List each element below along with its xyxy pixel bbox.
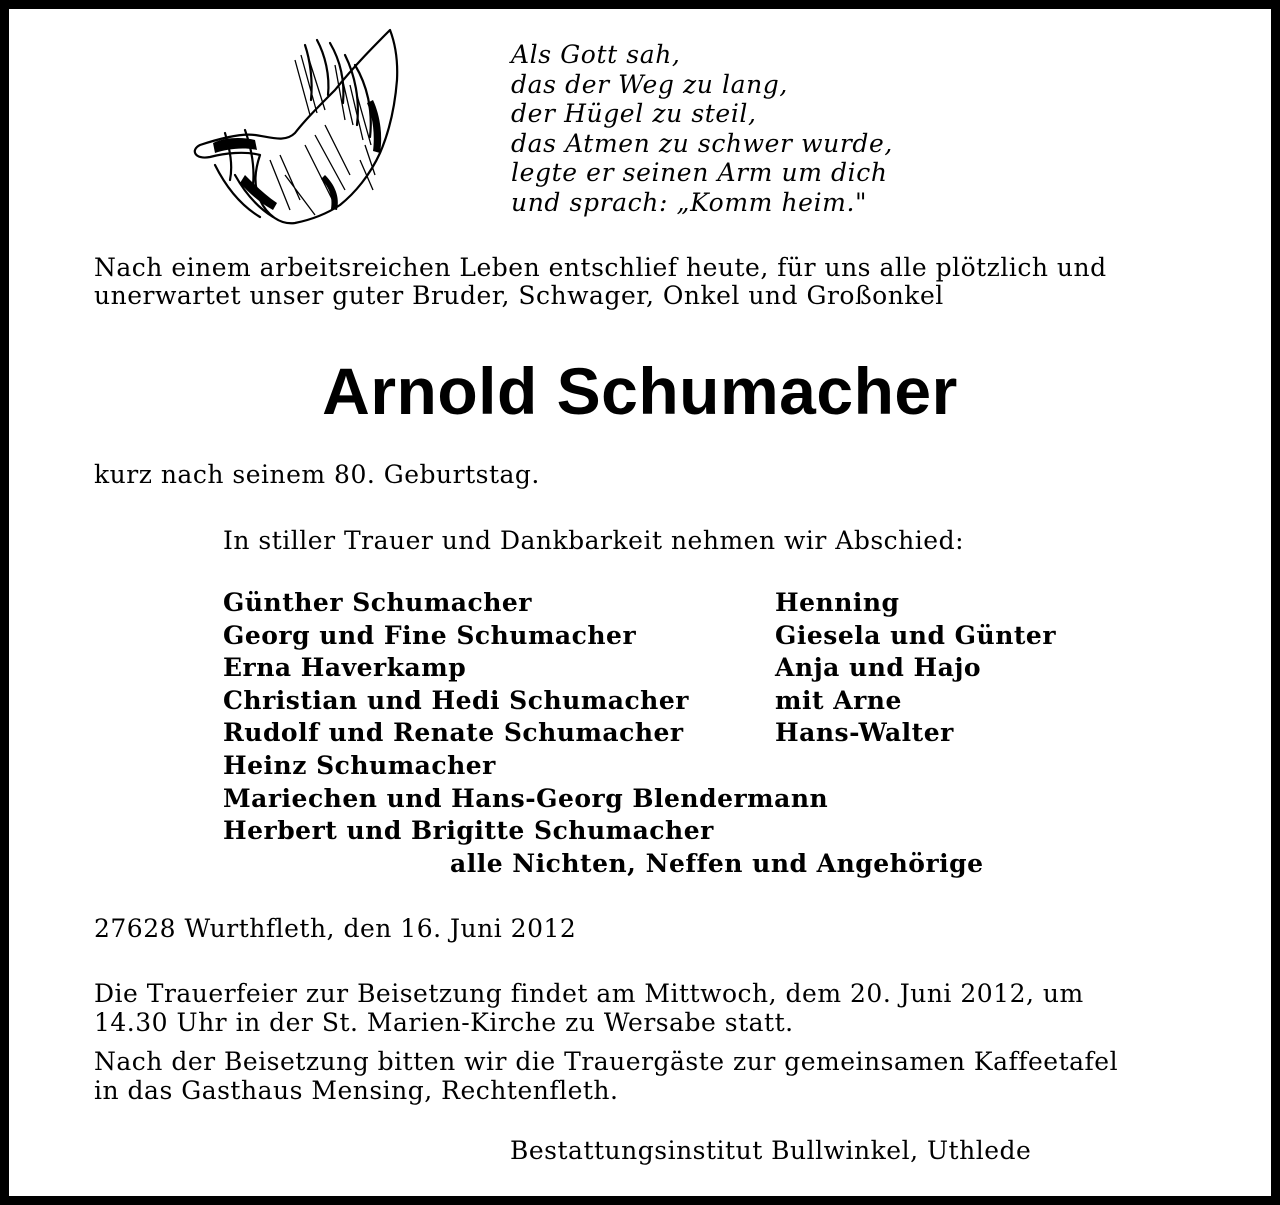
place-date: 27628 Wurthfleth, den 16. Juni 2012 xyxy=(94,914,577,943)
poem-line: und sprach: „Komm heim." xyxy=(511,187,868,217)
relatives-text: alle Nichten, Neffen und Angehörige xyxy=(450,849,984,878)
mourner-name: Erna Haverkamp xyxy=(223,653,467,683)
poem-line: legte er seinen Arm um dich xyxy=(511,158,888,187)
mourners-right-column xyxy=(775,587,1056,750)
praying-hands-icon xyxy=(185,25,400,230)
mourner-name: Henning xyxy=(775,588,900,617)
mourner-name: Heinz Schumacher xyxy=(223,750,496,780)
mourner-name: Herbert und Brigitte Schumacher xyxy=(223,816,714,846)
poem-line: das der Weg zu lang, xyxy=(511,69,788,99)
undertaker: Bestattungsinstitut Bullwinkel, Uthlede xyxy=(510,1136,1032,1165)
poem-line: das Atmen zu schwer wurde, xyxy=(511,128,893,158)
mourner-name: Rudolf und Renate Schumacher xyxy=(223,718,684,748)
poem-line: der Hügel zu steil, xyxy=(511,99,757,128)
intro-line-2: unerwartet unser guter Bruder, Schwager, Onkel und Großonkel xyxy=(94,281,944,310)
age-text: kurz nach seinem 80. Geburtstag. xyxy=(94,460,540,489)
coffee-line-1: Nach der Beisetzung bitten wir die Trauergäste zur gemeinsamen Kaffeetafel xyxy=(94,1047,1119,1076)
poem-line: Als Gott sah, xyxy=(511,40,681,69)
mourner-name: Mariechen und Hans-Georg Blendermann xyxy=(223,783,829,813)
mourner-name: Anja und Hajo xyxy=(775,653,982,683)
mourner-name: Georg und Fine Schumacher xyxy=(223,620,637,650)
mourner-name: Günther Schumacher xyxy=(223,588,532,617)
service-info xyxy=(94,979,1084,1037)
service-line-2: 14.30 Uhr in der St. Marien-Kirche zu Wersabe statt. xyxy=(94,1008,794,1037)
service-line-1: Die Trauerfeier zur Beisetzung findet am Mittwoch, dem 20. Juni 2012, um xyxy=(94,979,1084,1008)
intro-line-1: Nach einem arbeitsreichen Leben entschlief heute, für uns alle plötzlich und xyxy=(94,253,1107,282)
mourner-name: Christian und Hedi Schumacher xyxy=(223,685,689,715)
coffee-line-2: in das Gasthaus Mensing, Rechtenfleth. xyxy=(94,1076,619,1105)
mourner-name: Hans-Walter xyxy=(775,718,954,748)
deceased-name: Arnold Schumacher xyxy=(322,354,958,428)
mourners-left-column xyxy=(223,587,828,848)
poem xyxy=(511,40,893,217)
farewell-text: In stiller Trauer und Dankbarkeit nehmen wir Abschied: xyxy=(223,526,964,555)
mourner-name: mit Arne xyxy=(775,685,902,715)
intro-text xyxy=(94,254,1107,310)
coffee-info xyxy=(94,1047,1118,1105)
mourner-name: Giesela und Günter xyxy=(775,620,1056,650)
